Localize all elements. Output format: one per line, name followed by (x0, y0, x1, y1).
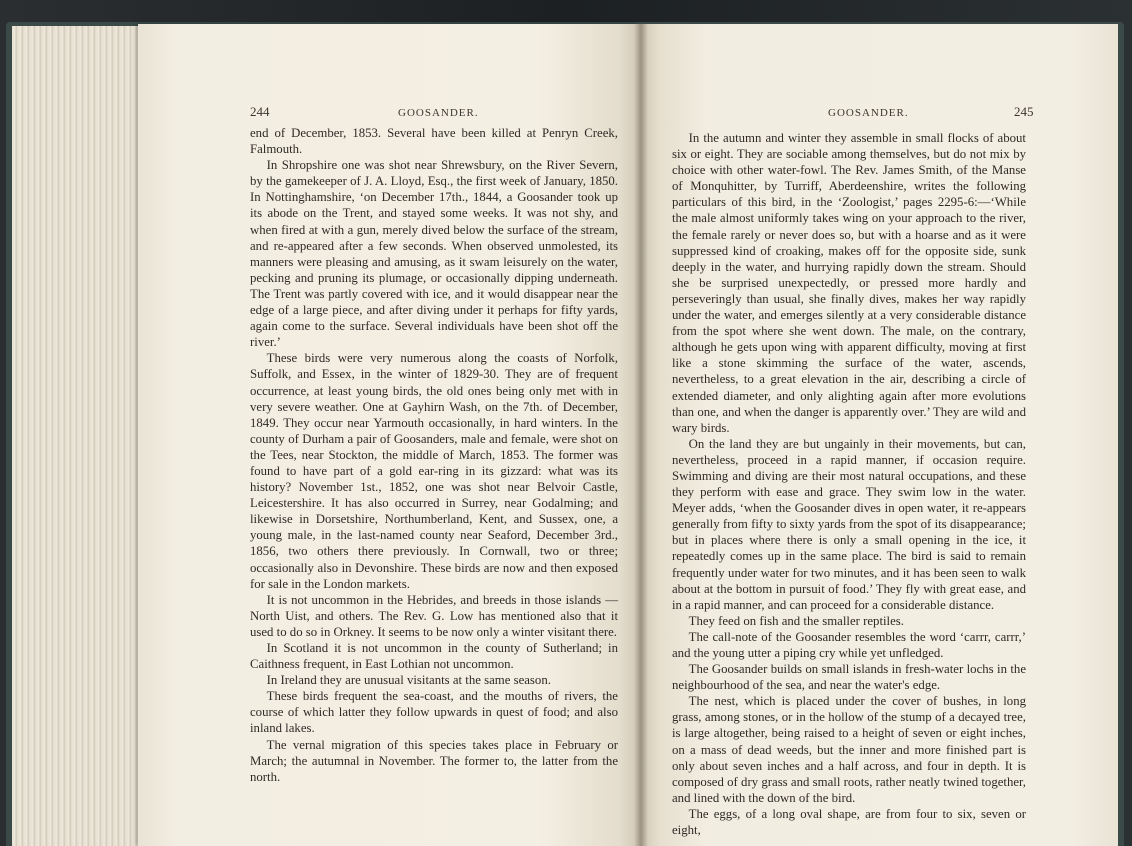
paragraph: The Goosander builds on small islands in fresh-water lochs in the neighbourhood of the sea, and near the water's edge. (672, 662, 1026, 693)
left-running-head: GOOSANDER. (398, 107, 479, 119)
paragraph: In the autumn and winter they assemble in small flocks of about six or eight. They are sociable among themselves, but do not mix by choice with other water-fowl. The Rev. James Smith, of the Manse of Monquhitter, by Turriff, Aberdeenshire, writes the following particulars of this bird, in the ‘Zoologist,’ pages 2295-6:—‘While the male almost uniformly takes wing on your approach to the river, the female rarely or never does so, but with a hoarse and as it were suppressed kind of croaking, makes off for the opposite side, sunk deeply in the water, and hurrying rapidly down the stream. Should she be surprised unexpectedly, or pressed more hardly and perseveringly than usual, she finally dives, makes her way rapidly under the water, and emerges silently at a very considerable distance from the spot where she went down. The male, on the contrary, although he gets upon wing with apparent difficulty, moving at first like a stone skimming the surface of the water, ascends, nevertheless, to a great elevation in the air, describing a circle of extended diameter, and only alighting again after more evolutions than one, and when the danger is apparently over.’ They are wild and wary birds. (672, 131, 1026, 435)
paragraph: end of December, 1853. Several have been killed at Penryn Creek, Falmouth. (250, 126, 618, 157)
paragraph: In Ireland they are unusual visitants at the same season. (266, 673, 551, 688)
paragraph: These birds frequent the sea-coast, and the mouths of rivers, the course of which latter they follow upwards in quest of food; and also inland lakes. (250, 689, 618, 736)
paragraph: On the land they are but ungainly in their movements, but can, nevertheless, proceed in a rapid manner, if occasion require. Swimming and diving are their most natural occupations, and these they perform with ease and grace. They swim low in the water. Meyer adds, ‘when the Goosander dives in open water, it re-appears generally from fifty to sixty yards from the spot of its disappearance; but in places where there is only a small opening in the ice, it repeatedly comes up in the same place. The bird is said to remain frequently under water for two minutes, and it has been seen to walk about at the bottom in pursuit of food.’ They fly with great ease, and in a rapid manner, and can proceed for a considerable distance. (672, 436, 1026, 612)
right-running-head: GOOSANDER. (828, 107, 909, 119)
paragraph: These birds were very numerous along the coasts of Norfolk, Suffolk, and Essex, in the winter of 1829-30. They are of frequent occurrence, at least young birds, the old ones being only met with in very severe weather. One at Gayhirn Wash, on the 7th. of December, 1849. They occur near Yarmouth occasionally, in hard winters. In the county of Durham a pair of Goosanders, male and female, were shot on the Tees, near Stockton, the middle of March, 1853. The former was found to have part of a gold ear-ring in its gizzard: what was its history? November 1st., 1852, one was shot near Belvoir Castle, Leicestershire. It has also occurred in Surrey, near Godalming; and likewise in Dorsetshire, Northumberland, Kent, and Sussex, one, a young male, in the last-named county near Seaford, December 3rd., 1856, two others there previously. In Cornwall, two or three; occasionally also in Devonshire. These birds are now and then exposed for sale in the London markets. (250, 351, 618, 591)
paragraph: In Shropshire one was shot near Shrewsbury, on the River Severn, by the gamekeeper of J. A. Lloyd, Esq., the first week of January, 1850. In Nottinghamshire, ‘on December 17th., 1844, a Goosander took up its abode on the Trent, and stayed some weeks. It was not shy, and when fired at with a gun, merely dived below the surface of the stream, and re-appeared after a few seconds. When observed unmolested, its manners were pleasing and amusing, as it swam leisurely on the water, pecking and pruning its plumage, or occasionally dipping underneath. The Trent was partly covered with ice, and it would disappear near the edge of a large piece, and after diving under it perhaps for fifty yards, again come to the surface. Several individuals have been shot off the river.’ (250, 158, 618, 350)
left-page-number: 244 (250, 104, 270, 119)
right-page-number: 245 (1014, 104, 1034, 119)
paragraph: They feed on fish and the smaller reptiles. (688, 613, 904, 628)
paragraph: The call-note of the Goosander resembles the word ‘carrr, carrr,’ and the young utter a piping cry while yet unfledged. (672, 629, 1026, 660)
paragraph: The nest, which is placed under the cover of bushes, in long grass, among stones, or in the hollow of the stump of a decayed tree, is large altogether, being raised to a height of seven or eight inches, on a mass of dead weeds, but the inner and more finished part is only about seven inches and a half across, and four in depth. It is composed of dry grass and small roots, rather neatly twined together, and lined with the down of the bird. (672, 694, 1026, 805)
paragraph: The eggs, of a long oval shape, are from four to six, seven or eight, (672, 806, 1026, 838)
page-stack-edges (12, 26, 142, 846)
left-page-body (250, 125, 618, 785)
paragraph: In Scotland it is not uncommon in the county of Sutherland; in Caithness frequent, in East Lothian not uncommon. (250, 641, 618, 672)
paragraph: It is not uncommon in the Hebrides, and breeds in those islands —North Uist, and others. The Rev. G. Low has mentioned also that it used to do so in Orkney. It seems to be now only a winter visitant there. (250, 592, 618, 639)
book-gutter (634, 24, 648, 846)
right-page-body (672, 130, 1026, 838)
paragraph: The vernal migration of this species takes place in February or March; the autumnal in November. The former to, the latter from the north. (250, 737, 618, 784)
